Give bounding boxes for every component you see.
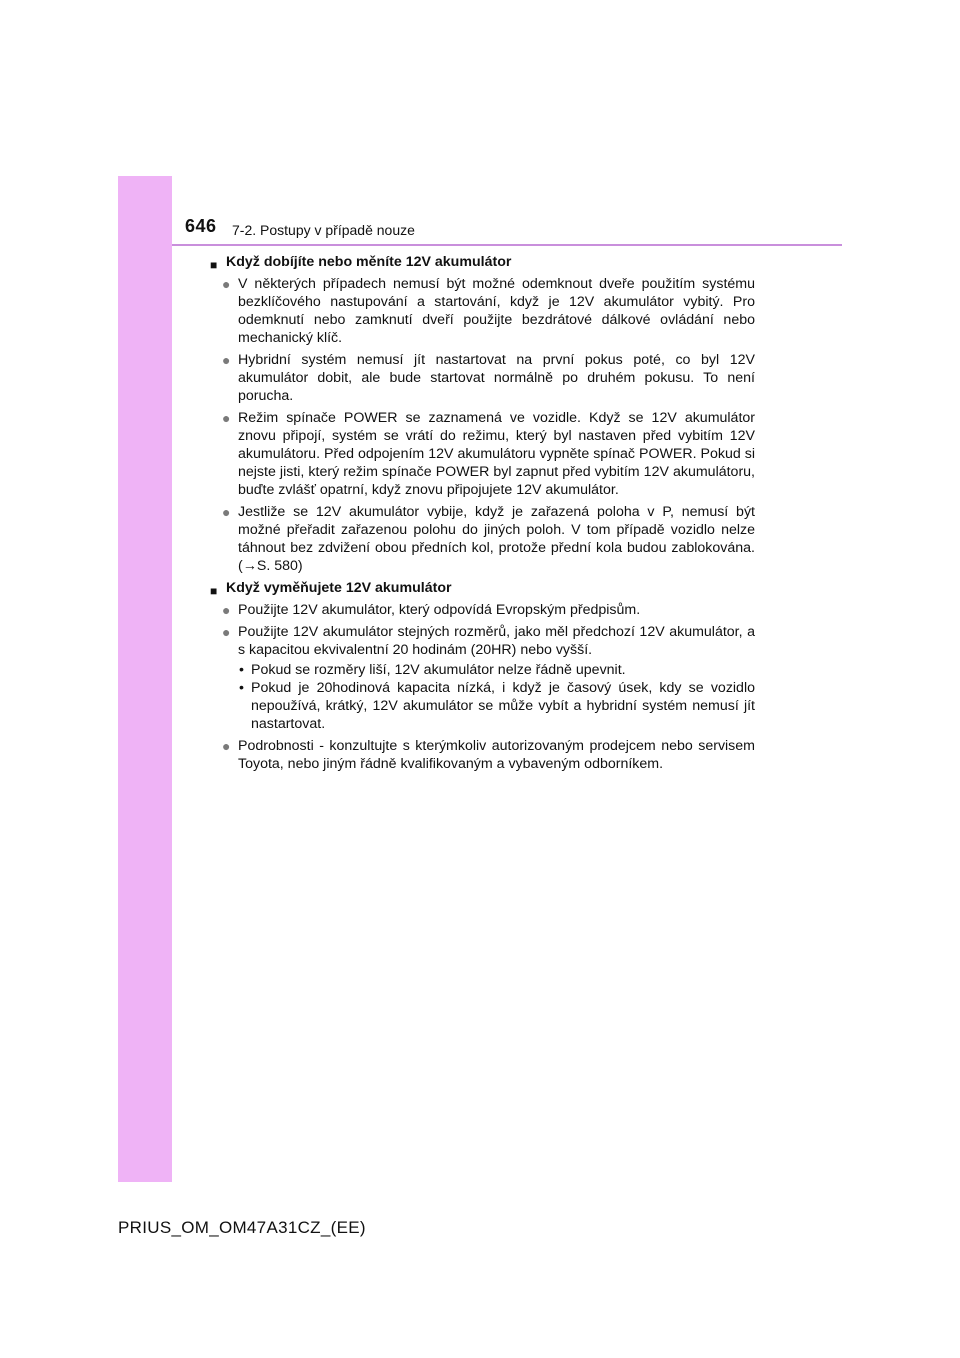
page-number: 646 — [185, 216, 217, 236]
circle-bullet-icon: ● — [222, 276, 231, 292]
list-item — [210, 601, 755, 619]
circle-bullet-icon: ● — [222, 738, 231, 754]
list-item — [210, 623, 755, 659]
sub-list-item — [210, 661, 755, 679]
list-item-text: Použijte 12V akumulátor stejných rozměrů, jako měl předchozí 12V akumulátor, a s kapacitou ekvivalentní 20 hodinám (20HR) nebo vyšší. — [238, 624, 755, 658]
list-item-text: Režim spínače POWER se zaznamená ve vozidle. Když se 12V akumulátor znovu připojí, systém se vrátí do režimu, který byl nastaven před vybitím 12V akumulátoru. Před odpojením 12V akumulátoru vypněte spínač POWER. Pokud si nejste jisti, který režim spínače POWER byl zapnut před vybitím 12V akumulátoru, buďte zvlášť opatrní, když znovu připojujete 12V akumulátor. — [238, 410, 755, 498]
list-item-text: Použijte 12V akumulátor, který odpovídá Evropským předpisům. — [238, 602, 641, 618]
heading-text: Když vyměňujete 12V akumulátor — [226, 580, 452, 596]
chapter-sidebar-tab — [118, 176, 172, 1182]
list-item-text: V některých případech nemusí být možné odemknout dveře použitím systému bezklíčového nastupování a startování, když je 12V akumulátor vybitý. Pro odemknutí nebo zamknutí dveří použijte bezdrátové dálkové ovládání nebo mechanický klíč. — [238, 276, 755, 346]
heading-replacing — [210, 579, 755, 597]
list-item-text: Hybridní systém nemusí jít nastartovat na první pokus poté, co byl 12V akumulátor dobit, ale bude startovat normálně po druhém pokusu. To není porucha. — [238, 352, 755, 404]
dot-bullet-icon: • — [239, 680, 244, 696]
list-item-text: Podrobnosti - konzultujte s kterýmkoliv autorizovaným prodejcem nebo servisem Toyota, nebo jiným řádně kvalifikovaným a vybaveným odborníkem. — [238, 738, 755, 772]
page-content — [210, 253, 755, 777]
circle-bullet-icon: ● — [222, 352, 231, 368]
circle-bullet-icon: ● — [222, 504, 231, 520]
sub-list-item-text: Pokud se rozměry liší, 12V akumulátor nelze řádně upevnit. — [251, 662, 626, 678]
square-bullet-icon: ■ — [210, 258, 218, 272]
list-item — [210, 351, 755, 405]
list-item — [210, 275, 755, 347]
dot-bullet-icon: • — [239, 662, 244, 678]
circle-bullet-icon: ● — [222, 602, 231, 618]
circle-bullet-icon: ● — [222, 624, 231, 640]
square-bullet-icon: ■ — [210, 584, 218, 598]
sub-list-item-text: Pokud je 20hodinová kapacita nízká, i když je časový úsek, kdy se vozidlo nepoužívá, krátký, 12V akumulátor se může vybít a hybridní systém nemusí jít nastartovat. — [251, 680, 755, 732]
header-divider — [172, 244, 842, 246]
circle-bullet-icon: ● — [222, 410, 231, 426]
list-item — [210, 503, 755, 575]
list-item-text: Jestliže se 12V akumulátor vybije, když je zařazená poloha v P, nemusí být možné přeřadit zařazenou polohu do jiných poloh. V tom případě vozidlo nelze táhnout bez zdvižení obou předních kol, protože přední kola budou zablokována. (→S. 580) — [238, 504, 755, 574]
heading-text: Když dobíjíte nebo měníte 12V akumulátor — [226, 254, 512, 270]
document-id: PRIUS_OM_OM47A31CZ_(EE) — [118, 1218, 366, 1237]
sub-list-item — [210, 679, 755, 733]
list-item — [210, 409, 755, 499]
heading-charging — [210, 253, 755, 271]
list-item — [210, 737, 755, 773]
section-title: 7-2. Postupy v případě nouze — [232, 222, 415, 238]
